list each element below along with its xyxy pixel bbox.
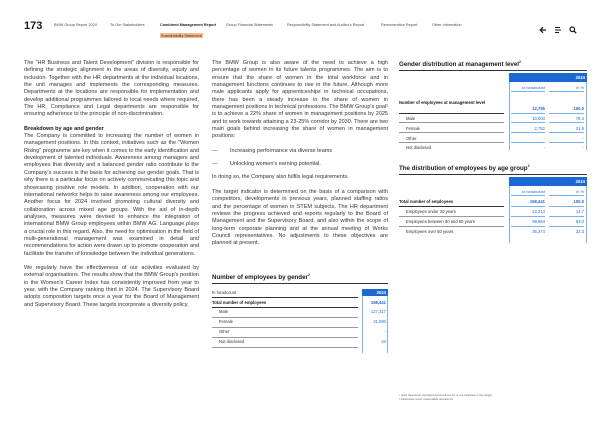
row-value: 31,080 [373, 319, 386, 324]
back-arrow-icon[interactable] [539, 21, 547, 29]
top-navigation-bar [0, 0, 600, 44]
footnotes [399, 393, 493, 401]
text-column-middle [212, 60, 388, 255]
subnav-sustainability-statement[interactable]: Sustainability Statement [161, 33, 202, 38]
nav-bmw-group-report[interactable]: BMW Group Report 2024 [54, 23, 97, 27]
row-value: 158,441 [370, 299, 386, 305]
row-value: 44 [381, 339, 386, 344]
row-headcount: 10,003 [532, 115, 545, 121]
bullet-item: — Increasing performance via diverse teams [212, 147, 333, 154]
nav-responsibility-statement[interactable]: Responsibility Statement and Auditor's Report [287, 23, 365, 27]
row-percent: 100.0 [573, 199, 584, 204]
toolbar-icons [539, 21, 577, 29]
paragraph-women-management: The Company is committed to increasing the number of women in management positions. In this context, initiatives such as the "Women Rising" programme are key when it comes to the early identification and development of talented individuals. Awareness among managers and employees that diversity and a balanced gender ratio contribute to the Company's success is the basis for achieving our gender goals. That is why there is a particular focus on actively communicating this topic and showcasing positive role models. In addition, cooperation with our international networks helps to raise awareness among our employees. Another focus for 2024 involved promoting cultural diversity and collaboration across mixed age groups. With the aid of in-depth analyses, measures were devised to enhance the integration of international BMW Group employees within BMW AG. Language plays a crucial role in this regard. Also, the need for optimisation in the field of multi-generational management was examined in detail and recommendations for action were drawn up to promote cooperation and facilitate the transfer of knowledge between the individual generations. [24, 133, 199, 257]
row-label: Female [219, 319, 233, 324]
row-headcount: 23,213 [532, 209, 545, 214]
row-percent: 14.7 [575, 209, 584, 214]
column-header-headcount: in headcount [522, 189, 545, 194]
column-header-percent: in % [576, 85, 584, 90]
row-headcount: - [543, 145, 545, 150]
row-headcount: - [543, 135, 545, 141]
row-label: Total number of employees [399, 199, 454, 204]
year-header: 2024 [509, 177, 587, 186]
paragraph-target-indicator: The target indicator is determined on the basis of a comparison with competitors, developments in previous years, planned staffing ratios and the percentage of women in STEM subjects. The HR department reviews the progress achieved and reports regularly to the Board of Management and the Supervisory Board, and also within the scope of long-term corporate planning and at the annual meeting of Works Council representatives. No adjustments to these objectives are planned at present. [212, 188, 388, 247]
nav-to-our-stakeholders[interactable]: To Our Stakeholders [110, 23, 145, 27]
row-label: Employees under 30 years [406, 209, 456, 214]
row-headcount: 158,441 [529, 199, 545, 204]
year-header: 2024 [509, 73, 587, 82]
nav-other-information[interactable]: Other Information [432, 23, 462, 27]
search-icon[interactable] [569, 21, 577, 29]
row-headcount: 2,752 [534, 125, 545, 131]
table-title: The distribution of employees by age group$^2$ [399, 164, 587, 175]
footnote-1: ¹ Joint Operation Spotlight Automotive Ltd. is not included in the target. [399, 393, 493, 397]
row-label: Female [406, 125, 420, 131]
paragraph-legal-requirements: In doing so, the Company also fulfils legal requirements. [212, 174, 349, 181]
row-label: Other [406, 135, 417, 141]
paragraph-external-evaluation: We regularly have the effectiveness of our activities evaluated by external organisations. The results show that the BMW Group's position in the Women's Career Index has consistently improved from year to year, with the Company ranking third in 2024. The Supervisory Board adopts composition targets once a year for the Board of Management and Supervisory Board. These targets incorporate a diversity policy. [24, 264, 199, 308]
unit-label: In headcount [212, 290, 237, 295]
row-percent: 21.6 [575, 125, 584, 131]
row-label: Not disclosed [219, 339, 245, 344]
nav-combined-management-report[interactable]: Combined Management Report [160, 23, 217, 27]
paragraph-hr-division: The "HR Business and Talent Development" division is responsible for defining the strategic alignment in the areas of diversity, equity and inclusion. Together with the HR departments at the individual locations, the unit manages and implements the corresponding measures. Departments at the locations are responsible for implementation and develop additional programmes tailored to local needs where required. The HR, Compliance and Legal departments are responsible for ensuring adherence to the principle of non-discrimination. [24, 60, 199, 118]
row-label: Male [406, 115, 416, 121]
row-label: Not disclosed [406, 145, 432, 150]
row-value: 127,317 [370, 309, 386, 314]
table-employees-by-gender [212, 273, 388, 353]
text-column-left [24, 60, 199, 316]
row-percent: 78.4 [575, 115, 584, 121]
row-percent: - [582, 135, 584, 141]
page-number: 173 [24, 20, 43, 32]
row-label: Number of employees at management level [399, 100, 486, 105]
paragraph-women-talent: The BMW Group is also aware of the need to achieve a high percentage of women in its future talents programmes. The aim is to ensure that the share of women in the total workforce and in management functions continues to rise in the future. Although more male applicants apply for apprenticeships in technical occupations, there has been a steady increase in the share of women in management positions in technical professions. The BMW Group's goal¹ is to achieve a 22% share of women in management positions by 2025 and to work towards attaining a 23-25% corridor by 2030. There are two main goals behind increasing the share of women in management positions: [212, 60, 388, 140]
dash-icon: — [212, 161, 218, 168]
row-value: - [384, 329, 386, 334]
row-headcount: 12,755 [532, 106, 545, 111]
row-percent: 63.0 [575, 219, 584, 224]
footnote-2: ² Assurance level: reasonable assurance. [399, 397, 454, 401]
dash-icon: — [212, 147, 218, 154]
column-header-percent: in % [576, 189, 584, 194]
table-gender-management-level [399, 60, 587, 150]
bullet-item: — Unlocking women's earning potential. [212, 161, 321, 168]
menu-icon[interactable] [554, 21, 562, 29]
row-percent: - [582, 145, 584, 150]
heading-breakdown-age-gender: Breakdown by age and gender [24, 125, 104, 132]
row-percent: 100.0 [573, 106, 584, 111]
row-label: Other [219, 329, 230, 334]
row-percent: 22.3 [575, 229, 584, 234]
row-headcount: 35,274 [532, 229, 545, 234]
table-title: Number of employees by gender$^2$ [212, 273, 388, 284]
row-headcount: 99,954 [532, 219, 545, 224]
table-employees-by-age [399, 164, 587, 244]
nav-remuneration-report[interactable]: Remuneration Report [381, 23, 418, 27]
nav-group-financial-statements[interactable]: Group Financial Statements [226, 23, 274, 27]
row-label: Employees over 50 years [406, 229, 454, 234]
year-header: 2024 [362, 289, 388, 296]
column-header-headcount: in headcount [522, 85, 545, 90]
table-title: Gender distribution at management level$^2$ [399, 60, 587, 71]
row-label: Male [219, 309, 229, 314]
row-label: Employees between 30 and 50 years [406, 219, 475, 224]
row-label: Total number of employees [212, 299, 267, 305]
